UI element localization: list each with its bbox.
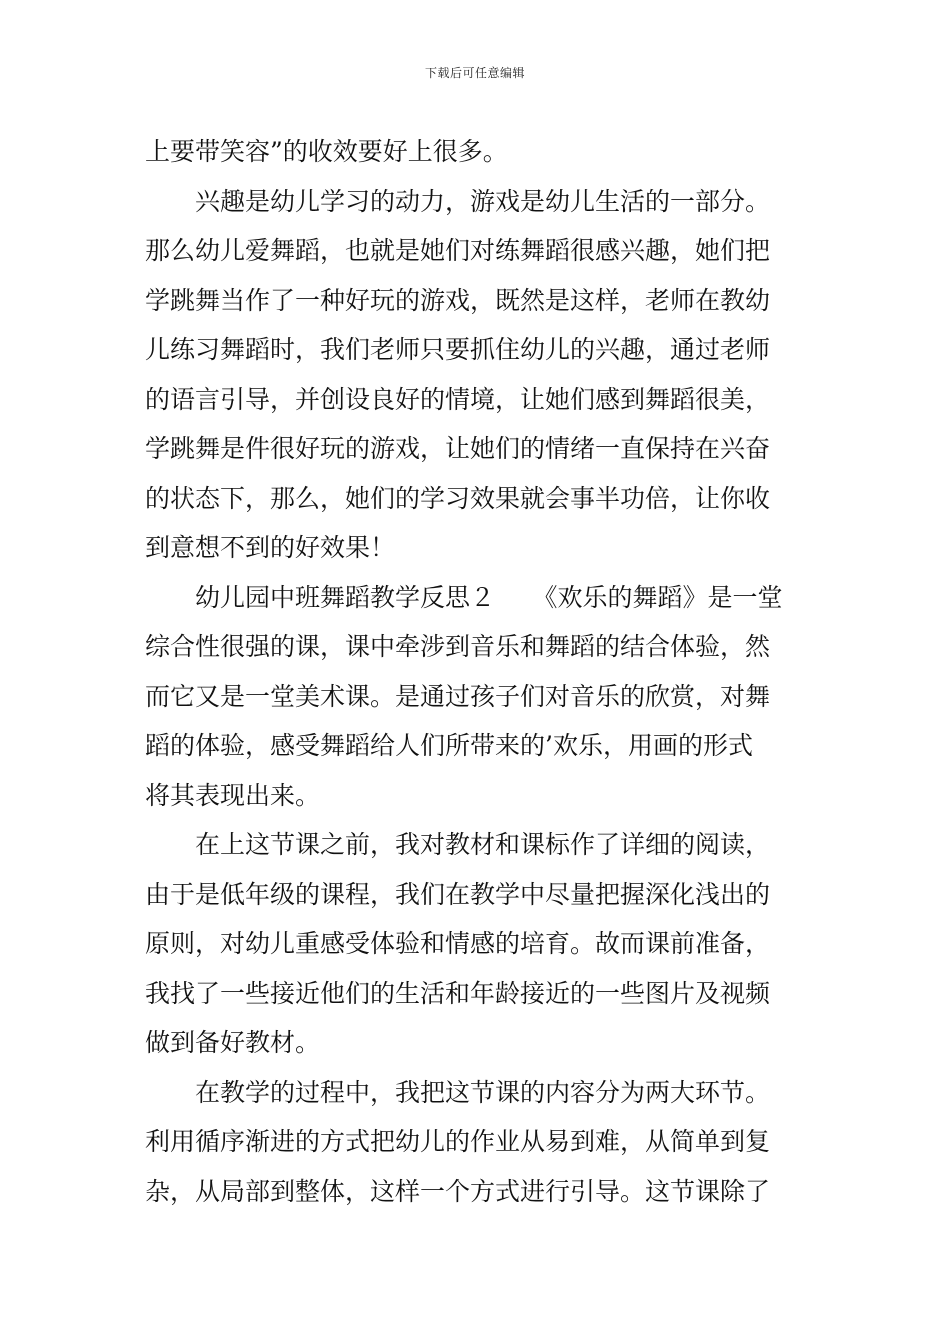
text-line: 杂，从局部到整体，这样一个方式进行引导。这节课除了 (145, 1176, 771, 1206)
text-line: 做到备好教材。 (145, 1028, 321, 1057)
body-text (145, 127, 807, 1216)
text-line: 而它又是一堂美术课。是通过孩子们对音乐的欣赏，对舞 (145, 681, 771, 711)
text-line: 由于是低年级的课程，我们在教学中尽量把握深化浅出的 (145, 879, 771, 909)
text-line: 将其表现出来。 (145, 780, 321, 810)
text-line: 在教学的过程中，我把这节课的内容分为两大环节。 (195, 1077, 771, 1107)
text-line: 兴趣是幼儿学习的动力，游戏是幼儿生活的一部分。 (195, 186, 771, 216)
text-line: 的状态下，那么，她们的学习效果就会事半功倍，让你收 (145, 483, 771, 513)
text-line: 学跳舞是件很好玩的游戏，让她们的情绪一直保持在兴奋 (145, 434, 771, 463)
text-line: 我找了一些接近他们的生活和年龄接近的一些图片及视频 (145, 978, 771, 1008)
text-line: 在上这节课之前，我对教材和课标作了详细的阅读， (195, 830, 771, 859)
text-line: 原则，对幼儿重感受体验和情感的培育。故而课前准备， (145, 929, 771, 958)
text-line: 上要带笑容”的收效要好上很多。 (145, 137, 508, 166)
text-line: 利用循序渐进的方式把幼儿的作业从易到难，从简单到复 (145, 1127, 771, 1156)
text-line: 到意想不到的好效果！ (145, 533, 396, 562)
text-line: 那么幼儿爱舞蹈，也就是她们对练舞蹈很感兴趣，她们把 (145, 236, 771, 265)
text-line: 的语言引导，并创设良好的情境，让她们感到舞蹈很美， (145, 384, 771, 414)
text-line: 学跳舞当作了一种好玩的游戏，既然是这样，老师在教幼 (145, 285, 771, 315)
text-line: 综合性很强的课，课中牵涉到音乐和舞蹈的结合体验，然 (145, 632, 771, 661)
text-line: 幼儿园中班舞蹈教学反思２ 《欢乐的舞蹈》是一堂 (195, 582, 783, 612)
text-line: 儿练习舞蹈时，我们老师只要抓住幼儿的兴趣，通过老师 (145, 335, 771, 364)
page-header: 下载后可任意编辑 (424, 66, 525, 80)
text-line: 蹈的体验，感受舞蹈给人们所带来的’欢乐，用画的形式 (145, 731, 753, 760)
